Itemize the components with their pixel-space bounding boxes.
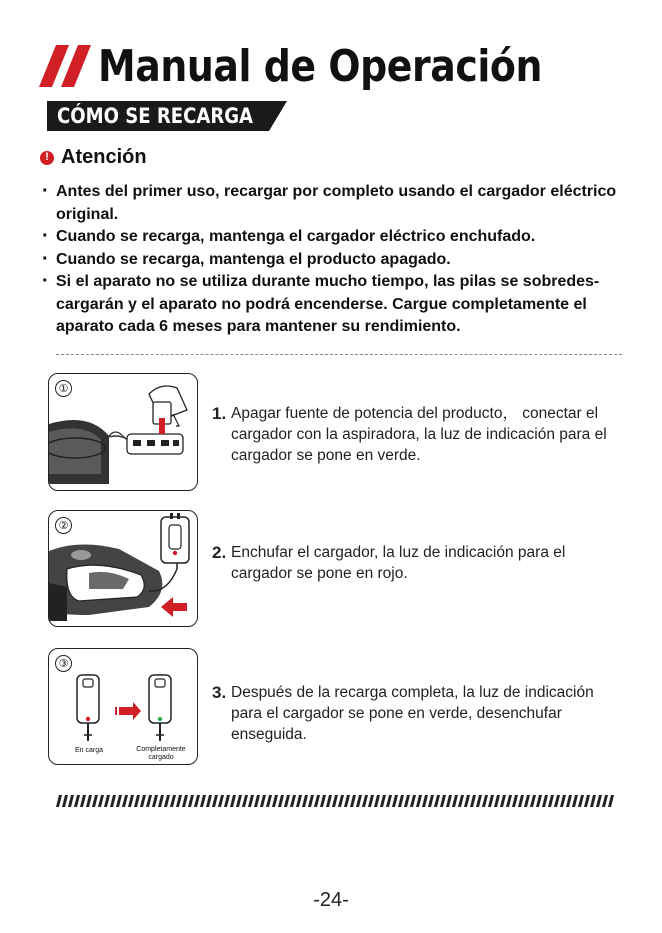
striped-divider bbox=[56, 795, 616, 807]
step-3-illustration bbox=[48, 648, 198, 765]
charging-label: En carga bbox=[74, 747, 104, 754]
green-led-icon bbox=[158, 717, 162, 721]
list-item: · Si el aparato no se utiliza durante mucho tiempo, las pilas se sobredes-cargarán y el aparato no podrá encenderse. Cargue completamente el aparato cada 6 meses para mantener su rendimiento. bbox=[44, 271, 634, 339]
step-2-illustration bbox=[48, 510, 198, 627]
step-number: 1. bbox=[212, 404, 227, 423]
step-description: Enchufar el cargador, la luz de indicación para el cargador se pone en rojo. bbox=[231, 544, 566, 582]
page-title: Manual de Operación bbox=[98, 40, 542, 92]
page-header bbox=[34, 38, 614, 94]
charged-label: Completamente cargado bbox=[136, 746, 186, 761]
list-item: · Antes del primer uso, recargar por completo usando el cargador eléctrico original. bbox=[44, 181, 634, 226]
page-number: -24- bbox=[313, 889, 349, 911]
step-number: 2. bbox=[212, 543, 227, 562]
step-marker: ③ bbox=[55, 655, 72, 672]
step-1-text bbox=[212, 403, 622, 466]
step-description: Apagar fuente de potencia del producto， conectar el cargador con la aspiradora, la luz de indicación para el cargador se pone en verde. bbox=[231, 405, 607, 464]
step-description: Después de la recarga completa, la luz de indicación para el cargador se pone en verde, desenchufar enseguida. bbox=[231, 684, 594, 743]
step-3-text bbox=[212, 682, 622, 745]
step-2-text bbox=[212, 542, 622, 584]
step-1-illustration bbox=[48, 373, 198, 491]
step-marker: ① bbox=[55, 380, 72, 397]
list-item: · Cuando se recarga, mantenga el cargador eléctrico enchufado. bbox=[44, 226, 634, 249]
attention-list bbox=[44, 181, 634, 339]
list-item: · Cuando se recarga, mantenga el producto apagado. bbox=[44, 249, 634, 272]
red-led-icon bbox=[86, 717, 90, 721]
attention-label: Atención bbox=[61, 146, 147, 168]
step-number: 3. bbox=[212, 683, 227, 702]
section-title: CÓMO SE RECARGA bbox=[57, 104, 254, 128]
attention-heading bbox=[40, 146, 147, 169]
dashed-divider bbox=[56, 354, 622, 355]
exclamation-icon: ! bbox=[40, 151, 54, 165]
double-slash-icon bbox=[34, 43, 96, 89]
step-marker: ② bbox=[55, 517, 72, 534]
